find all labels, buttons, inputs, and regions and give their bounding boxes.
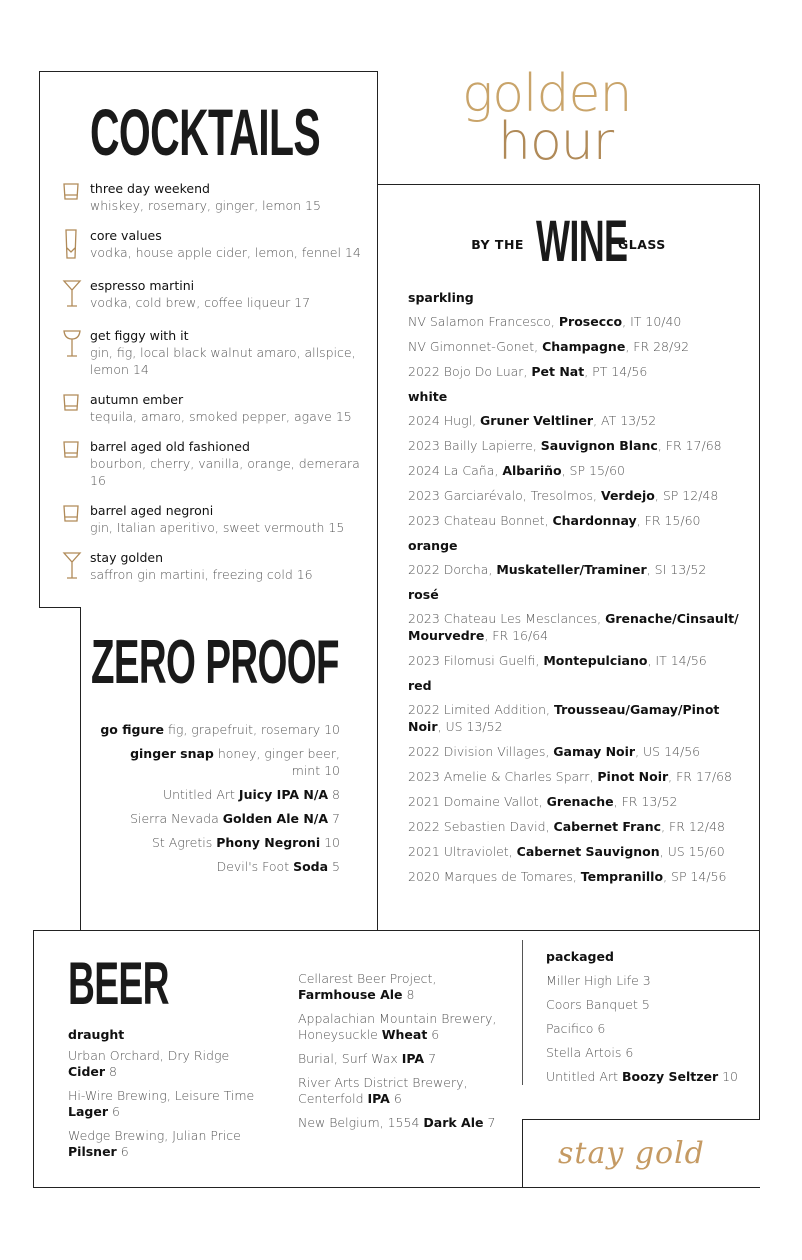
beer-price: 3 <box>638 973 651 988</box>
beer-price: 7 <box>483 1115 496 1130</box>
beer-border-lower <box>522 1119 523 1188</box>
beer-style: IPA <box>367 1091 390 1106</box>
wine-price: , AT 13/52 <box>593 413 657 428</box>
zero-proof-item <box>100 834 340 851</box>
wine-producer: 2023 Chateau Bonnet, <box>408 513 553 528</box>
cocktail-item <box>62 180 362 214</box>
cocktail-name: barrel aged negroni <box>90 503 214 518</box>
zero-proof-producer: Untitled Art <box>162 787 239 802</box>
wine-category-label: rosé <box>408 587 439 602</box>
beer-price: 6 <box>108 1104 120 1119</box>
beer-style: Farmhouse Ale <box>298 987 403 1002</box>
beer-producer: Coors Banquet <box>546 997 638 1012</box>
cocktail-name: core values <box>90 228 162 243</box>
beer-item <box>298 1075 513 1107</box>
wine-section <box>377 184 760 931</box>
beer-item <box>298 1115 513 1131</box>
wine-price: , SP 12/48 <box>654 488 719 503</box>
wine-price: , FR 17/68 <box>668 769 732 784</box>
cocktail-desc: vodka, cold brew, coffee liqueur 17 <box>90 295 311 310</box>
wine-header-left: BY THE <box>471 236 524 252</box>
zero-proof-name: Soda <box>293 859 329 874</box>
zero-proof-item <box>100 858 340 875</box>
beer-producer: Appalachian Mountain Brewery, Honeysuckle <box>298 1011 497 1042</box>
wine-producer: 2022 Limited Addition, <box>408 702 554 717</box>
zero-proof-producer: Sierra Nevada <box>130 811 223 826</box>
cocktail-desc: gin, Italian aperitivo, sweet vermouth 15 <box>90 520 345 535</box>
cocktail-desc: tequila, amaro, smoked pepper, agave 15 <box>90 409 352 424</box>
wine-price: , FR 15/60 <box>636 513 701 528</box>
wine-producer: NV Salamon Francesco, <box>408 314 559 329</box>
beer-item <box>68 1088 263 1120</box>
beer-price: 8 <box>105 1064 117 1079</box>
beer-border-right <box>759 930 760 1120</box>
beer-producer: Stella Artois <box>546 1045 622 1060</box>
draught-right-column <box>298 971 513 1139</box>
zero-proof-name: Juicy IPA N/A <box>238 787 329 802</box>
wine-varietal: Grenache/Cinsault/ Mourvedre <box>408 611 739 643</box>
beer-producer: Wedge Brewing, Julian Price <box>68 1128 241 1143</box>
cocktail-name: autumn ember <box>90 392 184 407</box>
beer-price: 5 <box>637 997 650 1012</box>
zero-proof-desc: fig, grapefruit, rosemary 10 <box>164 722 340 737</box>
beer-item <box>68 1048 263 1080</box>
beer-title: BEER <box>68 950 169 1017</box>
wine-category-label: sparkling <box>408 290 474 305</box>
wine-item <box>408 793 753 810</box>
rocks-glass-icon <box>62 180 90 214</box>
cocktail-item <box>62 549 362 586</box>
beer-producer: Pacifico <box>546 1021 594 1036</box>
beer-price: 6 <box>116 1144 129 1159</box>
cocktail-desc: whiskey, rosemary, ginger, lemon 15 <box>90 198 321 213</box>
beer-style: Lager <box>68 1104 108 1119</box>
beer-producer: Untitled Art <box>546 1069 622 1084</box>
wine-header-right: GLASS <box>617 236 666 252</box>
beer-item <box>546 1069 746 1085</box>
wine-varietal: Gamay Noir <box>553 744 636 759</box>
wine-producer: 2023 Amelie & Charles Sparr, <box>408 769 598 784</box>
wine-producer: 2021 Ultraviolet, <box>408 844 517 859</box>
cocktail-name: espresso martini <box>90 278 195 293</box>
wine-item <box>408 561 753 578</box>
wine-price: , FR 17/68 <box>657 438 722 453</box>
zero-proof-name: Golden Ale N/A <box>222 811 329 826</box>
beer-style: Boozy Seltzer <box>621 1069 719 1084</box>
wine-list <box>408 289 753 893</box>
beer-item <box>546 997 746 1013</box>
cocktail-item <box>62 227 362 264</box>
wine-producer: 2022 Division Villages, <box>408 744 554 759</box>
zero-proof-item <box>100 721 340 738</box>
cocktail-text <box>90 391 352 425</box>
beer-producer: Miller High Life <box>546 973 639 988</box>
packaged-label: packaged <box>546 949 614 964</box>
zero-proof-item <box>100 810 340 827</box>
cocktail-desc: vodka, house apple cider, lemon, fennel 14 <box>90 245 361 260</box>
zero-proof-item <box>100 786 340 803</box>
packaged-divider <box>522 940 523 1085</box>
wine-item <box>408 363 753 380</box>
wine-producer: 2021 Domaine Vallot, <box>408 794 547 809</box>
wine-varietal: Chardonnay <box>552 513 637 528</box>
wine-varietal: Albariño <box>502 463 562 478</box>
zero-proof-price: 7 <box>328 811 340 826</box>
rocks-glass-icon <box>62 391 90 425</box>
wine-producer: 2022 Sebastien David, <box>408 819 554 834</box>
wine-varietal: Tempranillo <box>580 869 664 884</box>
cocktail-text <box>90 277 310 314</box>
beer-style: Pilsner <box>68 1144 117 1159</box>
beer-style: Dark Ale <box>423 1115 484 1130</box>
collins-glass-icon <box>62 227 90 264</box>
draught-label: draught <box>68 1027 125 1042</box>
wine-producer: 2023 Chateau Les Mesclances, <box>408 611 606 626</box>
beer-style: IPA <box>401 1051 425 1066</box>
beer-item <box>298 971 513 1003</box>
wine-varietal: Grenache <box>546 794 614 809</box>
wine-price: , US 15/60 <box>659 844 725 859</box>
wine-item <box>408 610 753 644</box>
cocktail-text <box>90 549 313 586</box>
wine-varietal: Trousseau/Gamay/Pinot Noir <box>408 702 720 734</box>
cocktail-item <box>62 502 362 536</box>
cocktail-name: stay golden <box>90 550 164 565</box>
beer-item <box>546 1045 746 1061</box>
cocktail-desc: gin, fig, local black walnut amaro, allspice, lemon 14 <box>90 345 356 377</box>
cocktail-desc: bourbon, cherry, vanilla, orange, demerara 16 <box>90 456 360 488</box>
wine-producer: 2024 Hugl, <box>408 413 481 428</box>
wine-varietal: Pet Nat <box>531 364 585 379</box>
wine-price: , FR 16/64 <box>484 628 549 643</box>
coupe-glass-icon <box>62 327 90 378</box>
cocktail-text <box>90 327 362 378</box>
wine-producer: NV Gimonnet-Gonet, <box>408 339 543 354</box>
wine-varietal: Cabernet Franc <box>553 819 662 834</box>
zero-proof-name: go figure <box>100 722 165 737</box>
rocks-glass-icon <box>62 502 90 536</box>
cocktails-title: COCKTAILS <box>90 95 321 169</box>
zero-proof-name: ginger snap <box>130 746 214 761</box>
wine-item <box>408 768 753 785</box>
wine-varietal: Pinot Noir <box>597 769 669 784</box>
beer-style: Cider <box>68 1064 106 1079</box>
beer-producer: New Belgium, 1554 <box>298 1115 424 1130</box>
zero-proof-desc: honey, ginger beer, mint 10 <box>213 746 340 778</box>
beer-item <box>68 1128 263 1160</box>
beer-item <box>298 1051 513 1067</box>
wine-item <box>408 512 753 529</box>
wine-varietal: Muskateller/Traminer <box>496 562 647 577</box>
cocktail-text <box>90 180 321 214</box>
wine-varietal: Cabernet Sauvignon <box>516 844 660 859</box>
beer-price: 8 <box>402 987 415 1002</box>
cocktail-item <box>62 438 362 489</box>
wine-item <box>408 743 753 760</box>
beer-price: 6 <box>427 1027 440 1042</box>
wine-producer: 2022 Dorcha, <box>408 562 497 577</box>
wine-header-big: WINE <box>535 209 628 274</box>
beer-producer: Urban Orchard, Dry Ridge <box>68 1048 230 1063</box>
beer-item <box>546 1021 746 1037</box>
wine-item <box>408 313 753 330</box>
beer-producer: River Arts District Brewery, Centerfold <box>298 1075 468 1106</box>
wine-producer: 2023 Garciarévalo, Tresolmos, <box>408 488 601 503</box>
wine-price: , SP 15/60 <box>561 463 626 478</box>
wine-price: , FR 28/92 <box>625 339 690 354</box>
beer-item <box>546 973 746 989</box>
wine-price: , IT 14/56 <box>647 653 707 668</box>
zero-proof-title: ZERO PROOF <box>91 628 339 697</box>
martini-glass-icon <box>62 277 90 314</box>
wine-category-label: red <box>408 678 432 693</box>
wine-price: , PT 14/56 <box>584 364 648 379</box>
beer-price: 6 <box>389 1091 402 1106</box>
wine-price: , US 14/56 <box>635 744 701 759</box>
packaged-column <box>546 949 746 1093</box>
beer-style: Wheat <box>381 1027 428 1042</box>
wine-header <box>378 209 759 275</box>
beer-price: 6 <box>593 1021 606 1036</box>
beer-price: 7 <box>424 1051 437 1066</box>
cocktail-list <box>62 180 362 599</box>
wine-varietal: Gruner Veltliner <box>480 413 594 428</box>
martini-glass-icon <box>62 549 90 586</box>
wine-category-label: orange <box>408 538 458 553</box>
cocktails-section <box>39 71 378 608</box>
logo-line-2: hour <box>498 112 614 172</box>
cocktail-name: get figgy with it <box>90 328 189 343</box>
wine-item <box>408 652 753 669</box>
zero-proof-price: 8 <box>328 787 340 802</box>
wine-varietal: Sauvignon Blanc <box>540 438 658 453</box>
beer-producer: Hi-Wire Brewing, Leisure Time <box>68 1088 255 1103</box>
wine-producer: 2024 La Caña, <box>408 463 503 478</box>
wine-item <box>408 412 753 429</box>
draught-left-column <box>68 1027 263 1168</box>
wine-producer: 2022 Bojo Do Luar, <box>408 364 532 379</box>
wine-price: , US 13/52 <box>437 719 503 734</box>
cocktail-name: three day weekend <box>90 181 210 196</box>
wine-producer: 2020 Marques de Tomares, <box>408 869 581 884</box>
beer-producer: Cellarest Beer Project, <box>298 971 437 986</box>
wine-item <box>408 843 753 860</box>
wine-item <box>408 868 753 885</box>
wine-category-label: white <box>408 389 448 404</box>
wine-price: , SP 14/56 <box>663 869 727 884</box>
logo-line-1: golden <box>462 64 632 124</box>
wine-producer: 2023 Filomusi Guelfi, <box>408 653 544 668</box>
wine-item <box>408 701 753 735</box>
zero-proof-name: Phony Negroni <box>216 835 321 850</box>
wine-producer: 2023 Bailly Lapierre, <box>408 438 541 453</box>
wine-item <box>408 487 753 504</box>
wine-item <box>408 437 753 454</box>
zero-proof-producer: Devil's Foot <box>216 859 294 874</box>
wine-price: , IT 10/40 <box>622 314 682 329</box>
zero-proof-producer: St Agretis <box>151 835 217 850</box>
cocktail-item <box>62 391 362 425</box>
wine-varietal: Verdejo <box>600 488 655 503</box>
wine-varietal: Montepulciano <box>543 653 648 668</box>
wine-price: , FR 13/52 <box>613 794 678 809</box>
cocktail-item <box>62 277 362 314</box>
wine-item <box>408 818 753 835</box>
zero-proof-price: 5 <box>328 859 340 874</box>
wine-item <box>408 338 753 355</box>
rocks-glass-icon <box>62 438 90 489</box>
wine-price: , SI 13/52 <box>646 562 707 577</box>
wine-varietal: Prosecco <box>558 314 623 329</box>
cocktail-text <box>90 227 361 264</box>
stay-gold-tagline: stay gold <box>558 1136 705 1171</box>
beer-price: 6 <box>621 1045 634 1060</box>
wine-varietal: Champagne <box>542 339 626 354</box>
beer-price: 10 <box>718 1069 739 1084</box>
beer-producer: Burial, Surf Wax <box>298 1051 402 1066</box>
cocktail-text <box>90 502 344 536</box>
wine-item <box>408 462 753 479</box>
wine-price: , FR 12/48 <box>661 819 725 834</box>
cocktail-item <box>62 327 362 378</box>
packaged-border-bottom <box>522 1119 760 1120</box>
zero-proof-list <box>100 721 340 882</box>
cocktail-desc: saffron gin martini, freezing cold 16 <box>90 567 313 582</box>
zero-proof-price: 10 <box>320 835 340 850</box>
cocktail-name: barrel aged old fashioned <box>90 439 250 454</box>
beer-item <box>298 1011 513 1043</box>
brand-logo <box>462 64 722 172</box>
zero-proof-section <box>80 607 378 931</box>
cocktail-text <box>90 438 362 489</box>
zero-proof-item <box>100 745 340 779</box>
